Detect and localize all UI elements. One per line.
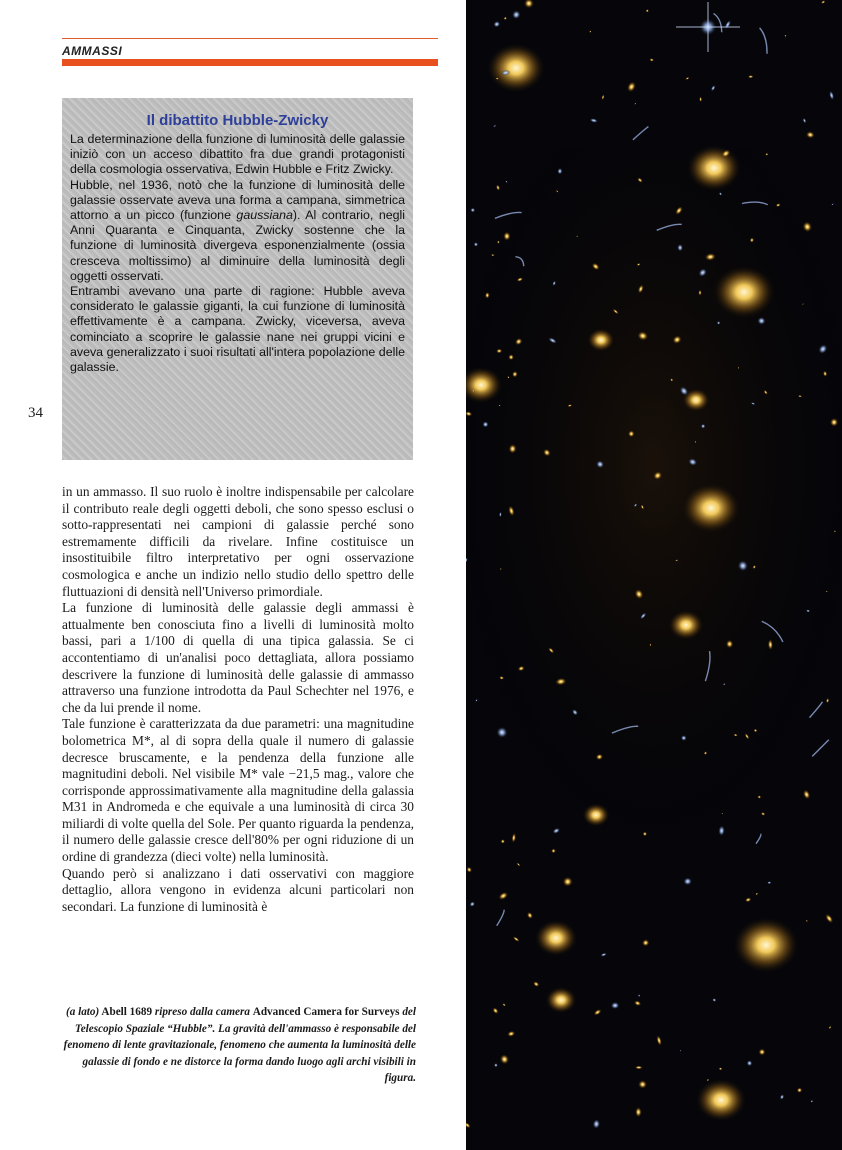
sidebar-box (62, 98, 413, 460)
sidebar-text-run: Hubble, nel 1936, notò che la funzione di luminosità delle galassie osservate aveva una forma a campana, simmetrica attorno a un picco (funzione (70, 177, 405, 223)
faint-galaxy (635, 1107, 642, 1118)
page-number: 34 (28, 405, 43, 421)
sidebar-paragraph: La determinazione della funzione di luminosità delle galassie iniziò con un acceso dibattito fra due grandi protagonisti della cosmologia osservativa, Edwin Hubble e Fritz Zwicky. (70, 132, 405, 177)
section-label: AMMASSI (62, 44, 123, 58)
galaxy (681, 483, 741, 534)
caption-lead: (a lato) (65, 1006, 100, 1018)
sidebar-emphasis: gaussiana (236, 208, 293, 223)
caption-text: del Telescopio Spaziale “Hubble”. La gravità dell'ammasso è responsabile del fenomeno di lente gravitazionale, fenomeno che aumenta la luminosità delle galassie di fondo e ne distorce la forma dando luogo agli archi visibili in figura. (63, 1006, 416, 1085)
sidebar-paragraph (70, 178, 405, 284)
body-paragraph: Tale funzione è caratterizzata da due parametri: una magnitudine bolometrica M*, al di sopra della quale il numero di galassie decresce bruscamente, e la pendenza della funzione alle magnitudini deboli. Nel visibile M* vale −21,5 mag., valore che corrisponde approssimativamente alla magnitudine della galassia M31 in Andromeda e che equivale a una luminosità di circa 30 miliardi di volte quella del Sole. Per quanto riguarda la pendenza, il numero delle galassie cresce dell'80% per ogni riduzione di un ordine di grandezza (dieci volte) nella luminosità. (62, 716, 414, 865)
galaxy (587, 328, 615, 352)
sidebar-box-body (70, 132, 405, 375)
body-paragraph: Quando però si analizzano i dati osservativi con maggiore dettaglio, allora vengono in evidenza alcuni particolari non secondari. La funzione di luminosità è (62, 865, 414, 914)
galaxy (712, 265, 776, 319)
galaxy (686, 144, 742, 192)
caption-text: ripreso dalla camera (154, 1006, 253, 1018)
sidebar-paragraph: Entrambi avevano una parte di ragione: Hubble aveva considerato le galassie giganti, la cui funzione di luminosità effettivamente è a campana. Zwicky, viceversa, aveva cominciato a scoprire le galassie nane nei gruppi vicini e aveva generalizzato i suoi risultati all'intera popolazione delle galassie. (70, 284, 405, 375)
galaxy (695, 1078, 747, 1122)
body-paragraph: La funzione di luminosità delle galassie degli ammassi è attualmente ben conosciuta fino a livelli di luminosità molto bassi, pari a 1/100 di quella di una tipica galassia. Se ci accontentiamo di un'analisi poco dettagliata, allora possiamo descrivere la funzione di luminosità delle galassie di ammasso attraverso una funzione introdotta da Paul Schechter nel 1976, e che da lui prende il nome. (62, 600, 414, 715)
galaxy (545, 986, 577, 1013)
top-rule (62, 38, 438, 39)
section-accent-bar (62, 59, 438, 66)
image-caption (62, 1004, 416, 1087)
galaxy (668, 610, 704, 641)
sidebar-text-run: ). Al contrario, negli Anni Quaranta e Cinquanta, Zwicky sostenne che la funzione di luminosità divergeva esponenzialmente (ossia cresceva moltissimo) al diminuire della luminosità degli oggetti osservati. (70, 208, 406, 283)
galaxy (534, 919, 578, 956)
galaxy (486, 43, 546, 94)
body-paragraph: in un ammasso. Il suo ruolo è inoltre indispensabile per calcolare il contributo reale degli oggetti deboli, che sono spesso esclusi o sotto-rappresentati nei campioni di galassie perché sono estremamente difficili da rivelare. Infine costituisce un insostituibile filtro interpretativo per ogni osservazione cosmologica e anche un indizio nello studio dello spettro delle fluttuazioni di densità nell'Universo primordiale. (62, 484, 414, 599)
caption-object: Abell 1689 (99, 1006, 155, 1018)
sidebar-box-title: Il dibattito Hubble-Zwicky (146, 112, 329, 129)
caption-instrument: Advanced Camera for Surveys (252, 1006, 400, 1018)
deep-field-image (466, 0, 842, 1150)
galaxy (732, 916, 800, 974)
galaxy-cluster-photo (466, 0, 842, 1150)
faint-galaxy (503, 231, 511, 241)
galaxy (582, 803, 610, 827)
faint-galaxy (748, 75, 754, 78)
body-text (62, 484, 414, 915)
